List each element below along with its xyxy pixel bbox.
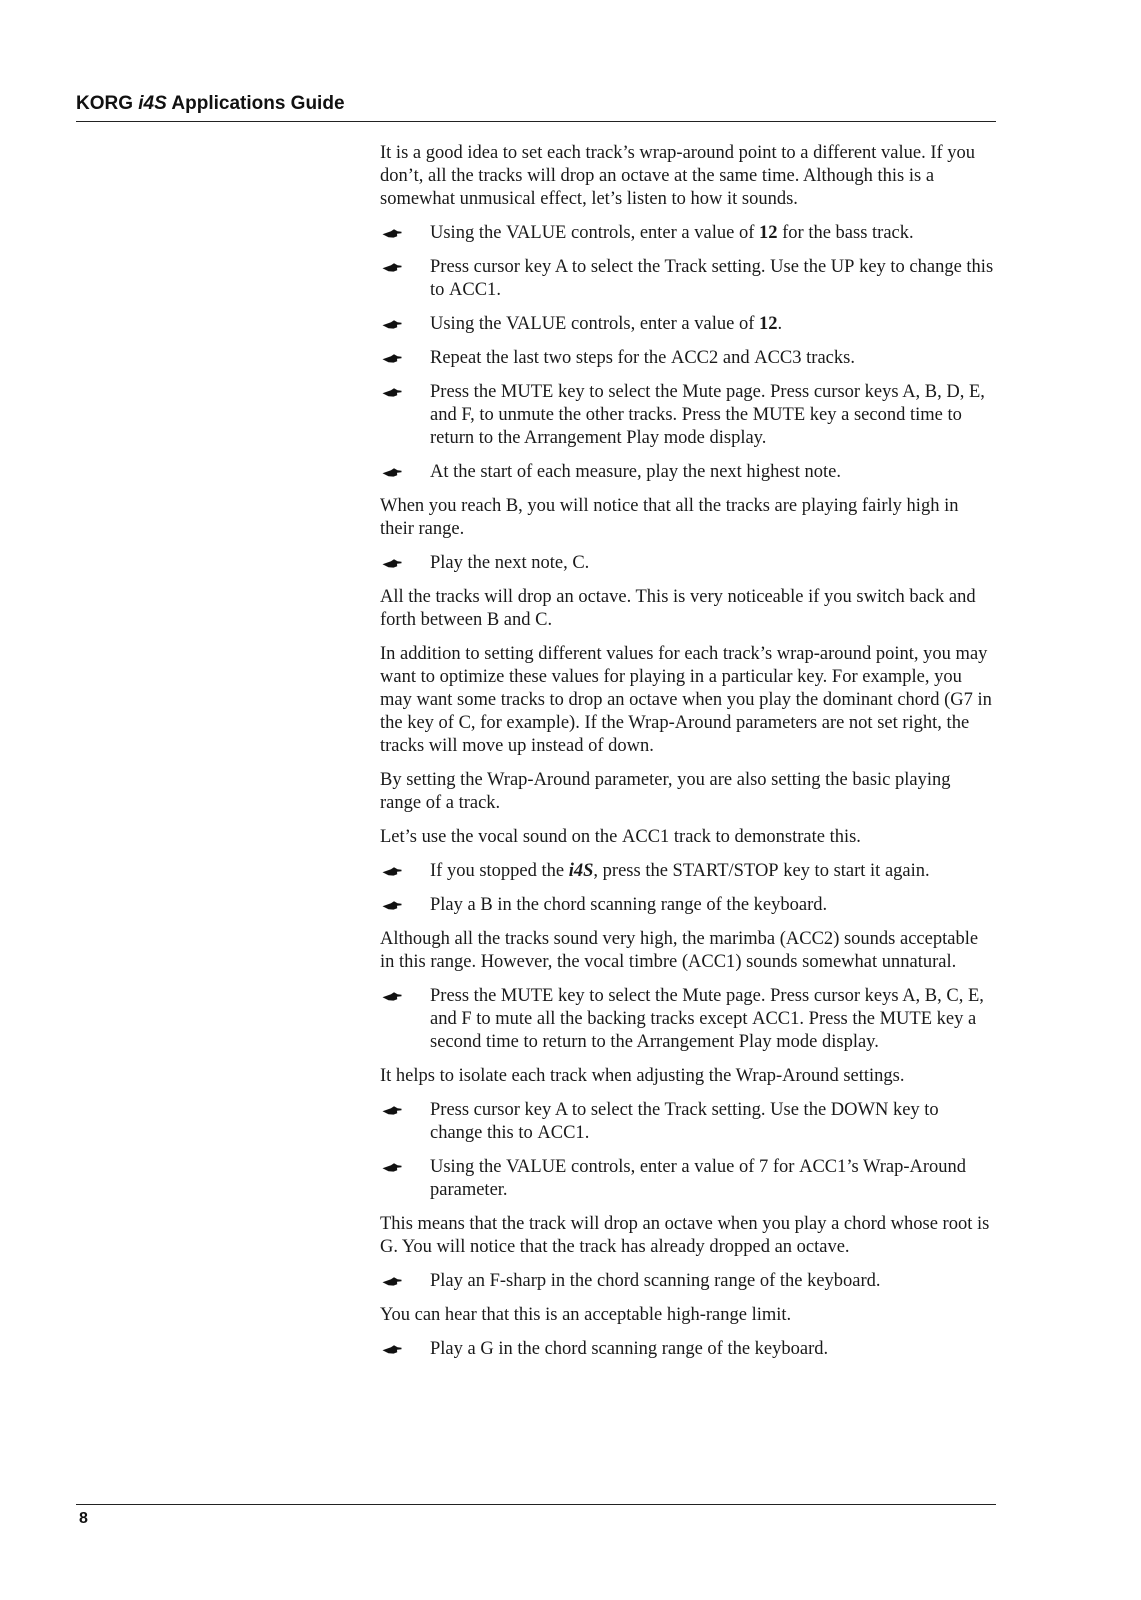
pointing-hand-icon <box>382 866 402 877</box>
running-header <box>76 93 345 115</box>
header-rule <box>76 121 996 122</box>
paragraph: Although all the tracks sound very high, the marimba (ACC2) sounds acceptable in this range. However, the vocal timbre (ACC1) sounds somewhat unnatural. <box>380 929 979 972</box>
pointing-hand-icon <box>382 387 402 398</box>
paragraph: All the tracks will drop an octave. This is very noticeable if you switch back and forth between B and C. <box>380 587 976 630</box>
footer-rule <box>76 1504 996 1505</box>
step-item: Play the next note, C. <box>380 552 995 575</box>
header-model: i4S <box>138 93 167 114</box>
pointing-hand-icon <box>382 558 402 569</box>
step-item: Play a G in the chord scanning range of the keyboard. <box>380 1338 995 1361</box>
step-item: Using the VALUE controls, enter a value of 7 for ACC1’s Wrap-Around parameter. <box>380 1156 995 1202</box>
pointing-hand-icon <box>382 262 402 273</box>
step-item: Using the VALUE controls, enter a value of 12 for the bass track. <box>380 222 995 245</box>
pointing-hand-icon <box>382 991 402 1002</box>
paragraph: Let’s use the vocal sound on the ACC1 track to demonstrate this. <box>380 827 861 847</box>
step-item: If you stopped the i4S, press the START/STOP key to start it again. <box>380 860 995 883</box>
paragraph: It helps to isolate each track when adjusting the Wrap-Around settings. <box>380 1066 905 1086</box>
pointing-hand-icon <box>382 1162 402 1173</box>
header-brand: KORG <box>76 93 139 114</box>
paragraph: By setting the Wrap-Around parameter, you are also setting the basic playing range of a track. <box>380 770 951 813</box>
pointing-hand-icon <box>382 1276 402 1287</box>
pointing-hand-icon <box>382 228 402 239</box>
paragraph: It is a good idea to set each track’s wrap-around point to a different value. If you don’t, all the tracks will drop an octave at the same time. Although this is a somewhat unmusical effect, let’s listen to how it sounds. <box>380 143 976 209</box>
paragraph: When you reach B, you will notice that all the tracks are playing fairly high in their range. <box>380 496 959 539</box>
step-item: At the start of each measure, play the next highest note. <box>380 461 995 484</box>
paragraph: In addition to setting different values for each track’s wrap-around point, you may want to optimize these values for playing in a particular key. For example, you may want some tracks to drop an octave when you play the dominant chord (G7 in the key of C, for example). If the Wrap-Around parameters are not set right, the tracks will move up instead of down. <box>380 644 992 756</box>
step-item: Using the VALUE controls, enter a value of 12. <box>380 313 995 336</box>
paragraph: You can hear that this is an acceptable high-range limit. <box>380 1305 792 1325</box>
paragraph: This means that the track will drop an octave when you play a chord whose root is G. You will notice that the track has already dropped an octave. <box>380 1214 990 1257</box>
pointing-hand-icon <box>382 467 402 478</box>
step-item: Press the MUTE key to select the Mute page. Press cursor keys A, B, C, E, and F to mute all the backing tracks except ACC1. Press the MUTE key a second time to return to the Arrangement Play mode display. <box>380 985 995 1054</box>
page-number: 8 <box>79 1510 88 1527</box>
pointing-hand-icon <box>382 1105 402 1116</box>
pointing-hand-icon <box>382 900 402 911</box>
step-item: Press cursor key A to select the Track setting. Use the DOWN key to change this to ACC1. <box>380 1099 995 1145</box>
page-body <box>380 142 995 1372</box>
pointing-hand-icon <box>382 319 402 330</box>
pointing-hand-icon <box>382 1344 402 1355</box>
header-guide-title: Applications Guide <box>166 93 345 114</box>
pointing-hand-icon <box>382 353 402 364</box>
step-item: Play a B in the chord scanning range of the keyboard. <box>380 894 995 917</box>
step-item: Play an F-sharp in the chord scanning range of the keyboard. <box>380 1270 995 1293</box>
step-item: Press cursor key A to select the Track setting. Use the UP key to change this to ACC1. <box>380 256 995 302</box>
step-item: Press the MUTE key to select the Mute page. Press cursor keys A, B, D, E, and F, to unmute the other tracks. Press the MUTE key a second time to return to the Arrangement Play mode display. <box>380 381 995 450</box>
step-item: Repeat the last two steps for the ACC2 and ACC3 tracks. <box>380 347 995 370</box>
